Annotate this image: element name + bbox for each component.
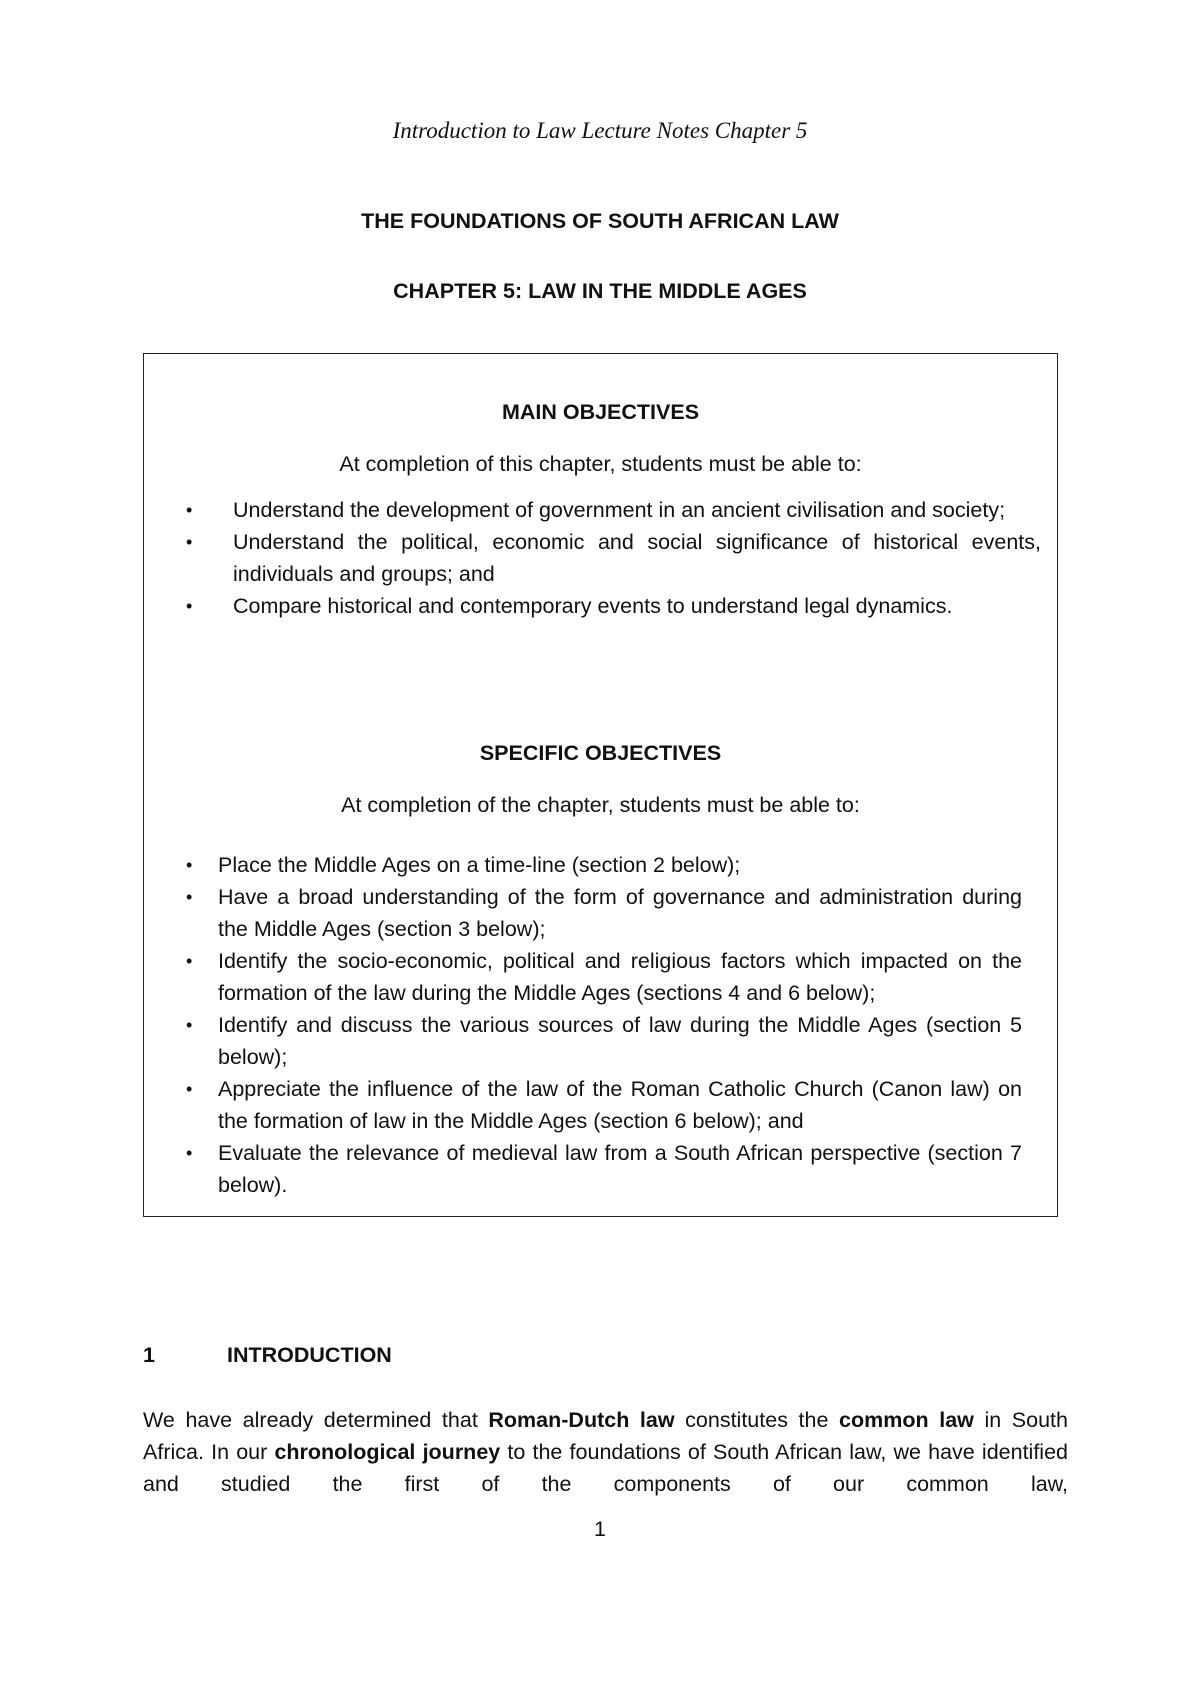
chapter-title: CHAPTER 5: LAW IN THE MIDDLE AGES <box>393 279 807 303</box>
list-item-text: Identify the socio-economic, political and religious factors which impacted on the formation of the law during the Middle Ages (sections 4 and 6 below); <box>218 949 1022 1005</box>
body-bold-term: chronological journey <box>274 1440 501 1464</box>
body-bold-term: common law <box>839 1408 974 1432</box>
body-bold-term: Roman-Dutch law <box>488 1408 675 1432</box>
body-text-segment: constitutes the <box>674 1408 840 1432</box>
list-item <box>186 945 1022 1009</box>
body-paragraph <box>143 1404 1068 1500</box>
body-text-segment: to the foundations of South African law, we have identified and studied the first of the components of our common law, <box>143 1440 1068 1496</box>
list-item <box>186 1137 1022 1201</box>
section-heading <box>143 1343 392 1368</box>
list-item <box>186 590 1041 622</box>
running-header: Introduction to Law Lecture Notes Chapter 5 <box>392 118 808 143</box>
document-title: THE FOUNDATIONS OF SOUTH AFRICAN LAW <box>361 209 839 233</box>
bullet-icon: • <box>186 951 193 971</box>
list-item-text: Evaluate the relevance of medieval law from a South African perspective (section 7 below). <box>218 1141 1022 1197</box>
main-objectives-heading: MAIN OBJECTIVES <box>501 400 700 424</box>
body-text-segment: We have already determined that <box>143 1408 489 1432</box>
section-number: 1 <box>143 1343 155 1367</box>
bullet-icon: • <box>186 887 193 907</box>
bullet-icon: • <box>186 500 193 520</box>
main-objectives-intro: At completion of this chapter, students must be able to: <box>339 452 862 476</box>
specific-objectives-list <box>186 849 1022 1201</box>
bullet-icon: • <box>186 855 193 875</box>
list-item <box>186 881 1022 945</box>
list-item-text: Have a broad understanding of the form of governance and administration during the Middle Ages (section 3 below); <box>218 885 1022 941</box>
body-text-segment: in South Africa. In our <box>143 1408 1068 1464</box>
section-title: INTRODUCTION <box>227 1343 392 1367</box>
list-item-text: Place the Middle Ages on a time-line (section 2 below); <box>218 853 741 877</box>
list-item <box>186 494 1041 526</box>
list-item-text: Appreciate the influence of the law of the Roman Catholic Church (Canon law) on the formation of law in the Middle Ages (section 6 below); and <box>218 1077 1022 1133</box>
bullet-icon: • <box>186 532 193 552</box>
list-item-text: Understand the development of government in an ancient civilisation and society; <box>233 498 1006 522</box>
list-item <box>186 849 1022 881</box>
bullet-icon: • <box>186 1015 193 1035</box>
bullet-icon: • <box>186 1143 193 1163</box>
specific-objectives-intro: At completion of the chapter, students must be able to: <box>341 793 860 817</box>
bullet-icon: • <box>186 596 193 616</box>
specific-objectives-heading: SPECIFIC OBJECTIVES <box>479 741 722 765</box>
page-number: 1 <box>594 1517 606 1541</box>
list-item-text: Compare historical and contemporary events to understand legal dynamics. <box>233 594 953 618</box>
objectives-box <box>143 353 1058 1217</box>
list-item <box>186 1073 1022 1137</box>
list-item <box>186 526 1041 590</box>
list-item-text: Understand the political, economic and social significance of historical events, individuals and groups; and <box>233 530 1041 586</box>
list-item-text: Identify and discuss the various sources of law during the Middle Ages (section 5 below); <box>218 1013 1022 1069</box>
list-item <box>186 1009 1022 1073</box>
main-objectives-list <box>186 494 1041 622</box>
bullet-icon: • <box>186 1079 193 1099</box>
